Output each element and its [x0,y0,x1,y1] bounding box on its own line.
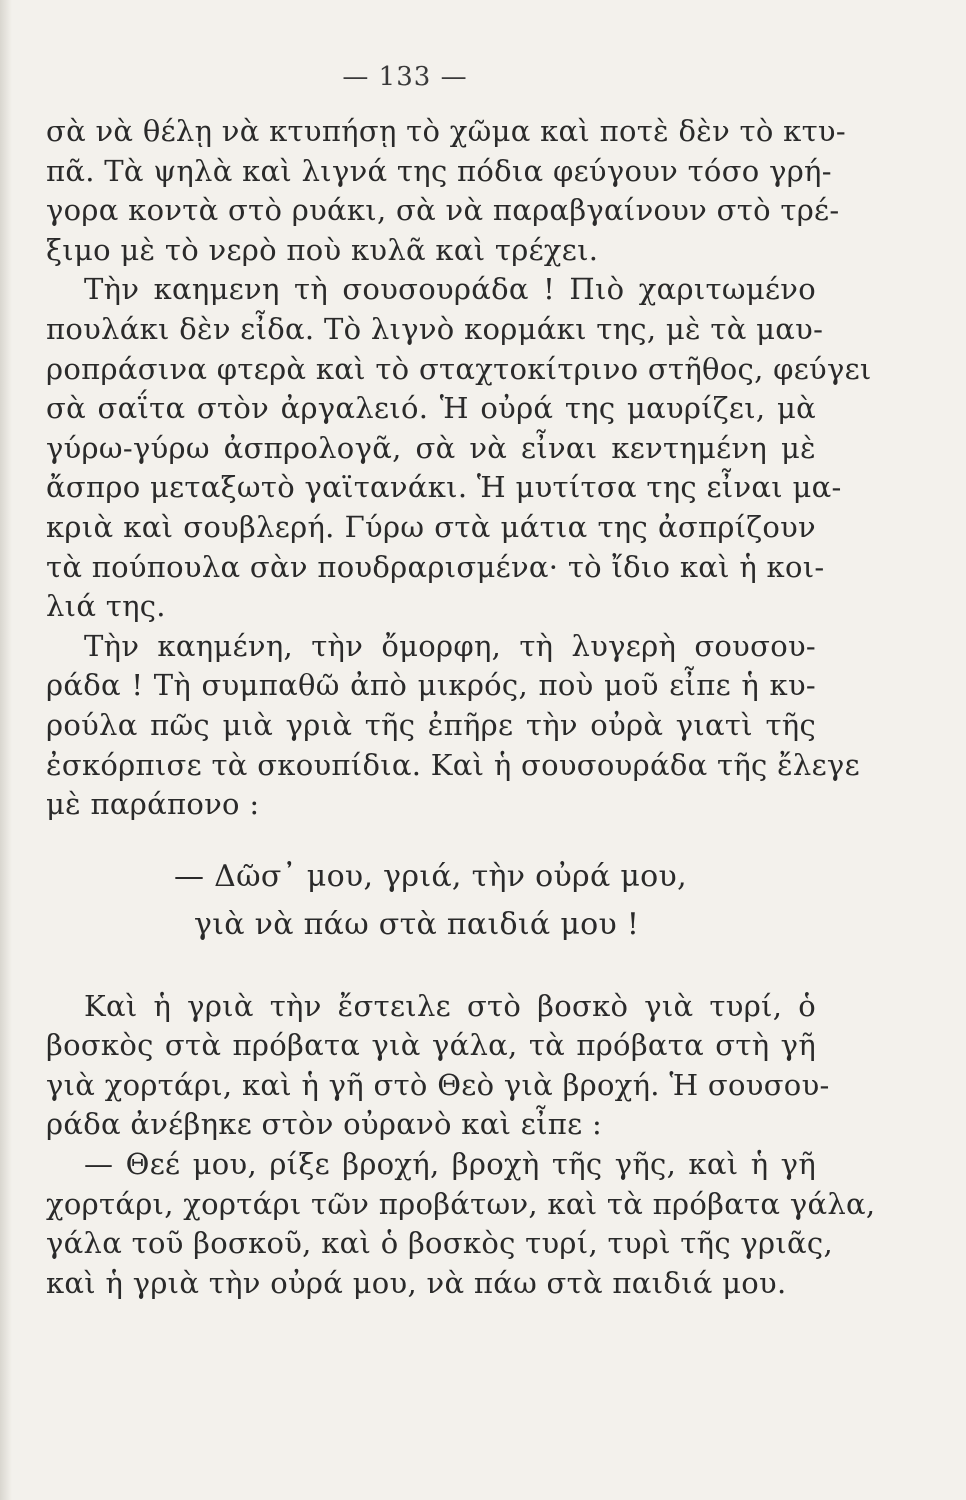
text-line: γύρω-γύρω ἀσπρολογᾶ, σὰ νὰ εἶναι κεντημένη μὲ [46,430,816,465]
text-line: γάλα τοῦ βοσκοῦ, καὶ ὁ βοσκὸς τυρί, τυρὶ τῆς γριᾶς, [46,1226,833,1261]
text-line: τὰ πούπουλα σὰν πουδραρισμένα· τὸ ἴδιο καὶ ἡ κοι- [46,549,825,584]
text-line: Τὴν καημενη τὴ σουσουράδα ! Πιὸ χαριτωμένο [84,272,816,307]
spacer [46,825,816,853]
text-line: χορτάρι, χορτάρι τῶν προβάτων, καὶ τὰ πρόβατα γάλα, [46,1186,876,1221]
text-line: ρούλα πῶς μιὰ γριὰ τῆς ἐπῆρε τὴν οὐρὰ γιατὶ τῆς [46,707,816,742]
text-line: σὰ σαΐτα στὸν ἀργαλειό. Ἡ οὐρά της μαυρίζει, μὰ [46,391,816,426]
text-line: ροπράσινα φτερὰ καὶ τὸ σταχτοκίτρινο στῆθος, φεύγει [46,351,872,386]
paragraph-3 [46,627,860,825]
paragraph-5 [46,1145,876,1303]
text-line: πουλάκι δὲν εἶδα. Τὸ λιγνὸ κορμάκι της, μὲ τὰ μαυ- [46,311,824,346]
text-line: καὶ ἡ γριὰ τὴν οὐρά μου, νὰ πάω στὰ παιδιά μου. [46,1265,787,1300]
text-line: γιὰ χορτάρι, καὶ ἡ γῆ στὸ Θεὸ γιὰ βροχή. Ἡ σουσου- [46,1067,830,1102]
text-line: Καὶ ἡ γριὰ τὴν ἔστειλε στὸ βοσκὸ γιὰ τυρί, ὁ [84,988,816,1023]
text-line: μὲ παράπονο : [46,787,260,822]
text-line: ράδα ! Τὴ συμπαθῶ ἀπὸ μικρός, ποὺ μοῦ εἶπε ἡ κυ- [46,668,816,703]
paragraph-1 [46,112,846,270]
text-line: ἐσκόρπισε τὰ σκουπίδια. Καὶ ἡ σουσουράδα τῆς ἔλεγε [46,747,860,782]
paragraph-2 [46,270,872,626]
text-line: ἄσπρο μεταξωτὸ γαϊτανάκι. Ἡ μυτίτσα της εἶναι μα- [46,470,842,505]
text-line: ράδα ἀνέβηκε στὸν οὐρανὸ καὶ εἶπε : [46,1107,603,1142]
text-line: — Θεέ μου, ρίξε βροχή, βροχὴ τῆς γῆς, καὶ ἡ γῆ [84,1147,816,1182]
text-line: πᾶ. Τὰ ψηλὰ καὶ λιγνά της πόδια φεύγουν τόσο γρή- [46,153,832,188]
page-edge [0,0,12,1500]
verse-line: — Δῶσ᾽ μου, γριά, τὴν οὐρά μου, [174,858,687,894]
text-line: λιά της. [46,589,166,624]
text-line: κριὰ καὶ σουβλερή. Γύρω στὰ μάτια της ἀσπρίζουν [46,509,816,544]
text-line: γορα κοντὰ στὸ ρυάκι, σὰ νὰ παραβγαίνουν στὸ τρέ- [46,193,840,228]
verse-line: γιὰ νὰ πάω στὰ παιδιά μου ! [194,906,640,942]
text-line: σὰ νὰ θέλῃ νὰ κτυπήσῃ τὸ χῶμα καὶ ποτὲ δὲν τὸ κτυ- [46,114,846,148]
verse [46,853,816,949]
text-line: βοσκὸς στὰ πρόβατα γιὰ γάλα, τὰ πρόβατα στὴ γῆ [46,1028,816,1063]
spacer [46,949,816,987]
paragraph-4 [46,987,830,1145]
page-text [46,112,876,1303]
text-line: ξιμο μὲ τὸ νερὸ ποὺ κυλᾶ καὶ τρέχει. [46,232,599,267]
page-number: — 133 — [342,62,468,92]
text-line: Τὴν καημένη, τὴν ὄμορφη, τὴ λυγερὴ σουσου- [84,628,816,663]
